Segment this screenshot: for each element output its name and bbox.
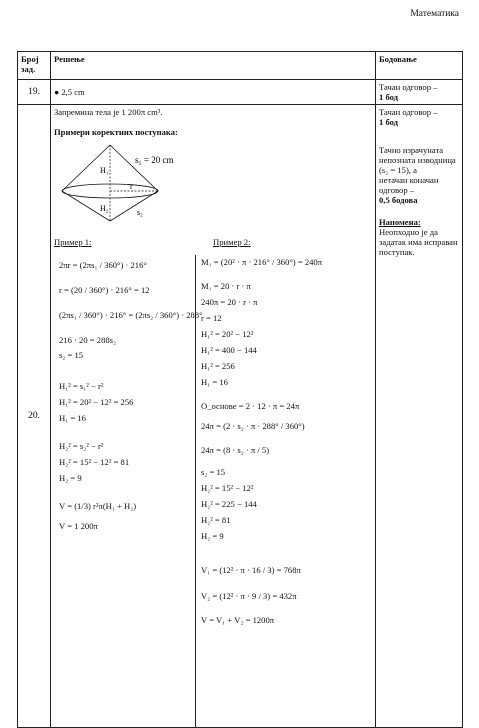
grading-table	[17, 51, 463, 728]
subject-header: Математика	[410, 9, 459, 19]
task-number: 19.	[18, 80, 51, 105]
ex2-step: s₂ = 15	[201, 467, 226, 477]
ex2-step: H₂² = 81	[201, 515, 231, 525]
solution-20	[51, 105, 376, 728]
ex2-step: H₂² = 225 − 144	[201, 499, 257, 509]
ex1-step: V = 1 200π	[59, 521, 98, 531]
ex2-step: 24π = (8 · s₂ · π / 5)	[201, 445, 270, 455]
task-number: 20.	[18, 105, 51, 728]
ex2-step: V = V₁ + V₂ = 1200π	[201, 615, 275, 625]
col-solution-header: Решење	[51, 52, 376, 80]
ex2-step: M₁ = (20² · π · 216° / 360°) = 240π	[201, 257, 323, 267]
column-divider	[195, 255, 196, 727]
ex2-step: r = 12	[201, 313, 222, 323]
partial-points-text2: нетачан коначан одговор –	[379, 175, 439, 195]
label-h1: H₁	[100, 166, 109, 175]
ex2-step: H₁² = 256	[201, 361, 235, 371]
ex2-step: H₂² = 15² − 12²	[201, 483, 254, 493]
points-19	[376, 80, 463, 105]
ex2-step: M₁ = 20 · r · π	[201, 281, 251, 291]
ex1-step: V = (1/3) r²π(H₁ + H₂)	[59, 501, 137, 511]
example2-title: Пример 2:	[213, 237, 251, 247]
note-title: Напомена:	[379, 217, 421, 227]
ex2-step: O_основе = 2 · 12 · π = 24π	[201, 401, 300, 411]
ex1-step: s₂ = 15	[59, 350, 84, 360]
label-h2: H₂	[100, 204, 109, 213]
ex1-step: H₂² = s₂² − r²	[59, 441, 104, 451]
points-value: 1 бод	[379, 92, 399, 102]
partial-points-text: Тачно израчуната непозната изводница	[379, 145, 456, 165]
ex2-step: V₁ = (12² · π · 16 / 3) = 768π	[201, 565, 301, 575]
ex1-step: H₂ = 9	[59, 473, 82, 483]
label-s2: s₂	[137, 208, 143, 217]
ex2-step: H₁² = 400 − 144	[201, 345, 257, 355]
example1-title: Пример 1:	[54, 237, 92, 247]
ex1-step: r = (20 / 360°) · 216° = 12	[59, 285, 150, 295]
ex1-step: H₁ = 16	[59, 413, 86, 423]
ex1-step: 216 · 20 = 288s₂	[59, 335, 117, 345]
points-20	[376, 105, 463, 728]
ex2-step: V₂ = (12² · π · 9 / 3) = 432π	[201, 591, 297, 601]
ex1-step: 2πr = (2πs₁ / 360°) · 216°	[59, 260, 147, 270]
ex1-step: (2πs₁ / 360°) · 216° = (2πs₂ / 360°) · 288°	[59, 310, 203, 320]
volume-text: Запремина тела је 1 200π cm³.	[54, 107, 163, 117]
label-s1: s₁ = 20 cm	[135, 155, 174, 165]
col-number-header: Број зад.	[18, 52, 51, 80]
ex1-step: H₁² = 20² − 12² = 256	[59, 397, 134, 407]
label-r: r	[130, 182, 133, 191]
ex1-step: H₁² = s₁² − r²	[59, 381, 104, 391]
points-label: Тачан одговор –	[379, 82, 438, 92]
ex2-step: 24π = (2 · s₂ · π · 288° / 360°)	[201, 421, 305, 431]
col-points-header: Бодовање	[376, 52, 463, 80]
ex2-step: H₁² = 20² − 12²	[201, 329, 254, 339]
points-label: Тачан одговор –	[379, 107, 438, 117]
examples-title: Примери коректних поступака:	[54, 127, 178, 137]
ex1-step: H₂² = 15² − 12² = 81	[59, 457, 130, 467]
ex2-step: H₂ = 9	[201, 531, 224, 541]
note-text: Неопходно је да задатак има исправан поступак.	[379, 227, 458, 257]
points-value: 1 бод	[379, 117, 399, 127]
partial-points-condition: (s₂ = 15), а	[379, 165, 417, 175]
double-cone-figure	[55, 141, 175, 231]
partial-points-value: 0,5 бодова	[379, 195, 418, 205]
ex2-step: 240π = 20 · r · π	[201, 297, 258, 307]
ex2-step: H₁ = 16	[201, 377, 228, 387]
answer-19: ● 2,5 cm	[51, 80, 376, 105]
